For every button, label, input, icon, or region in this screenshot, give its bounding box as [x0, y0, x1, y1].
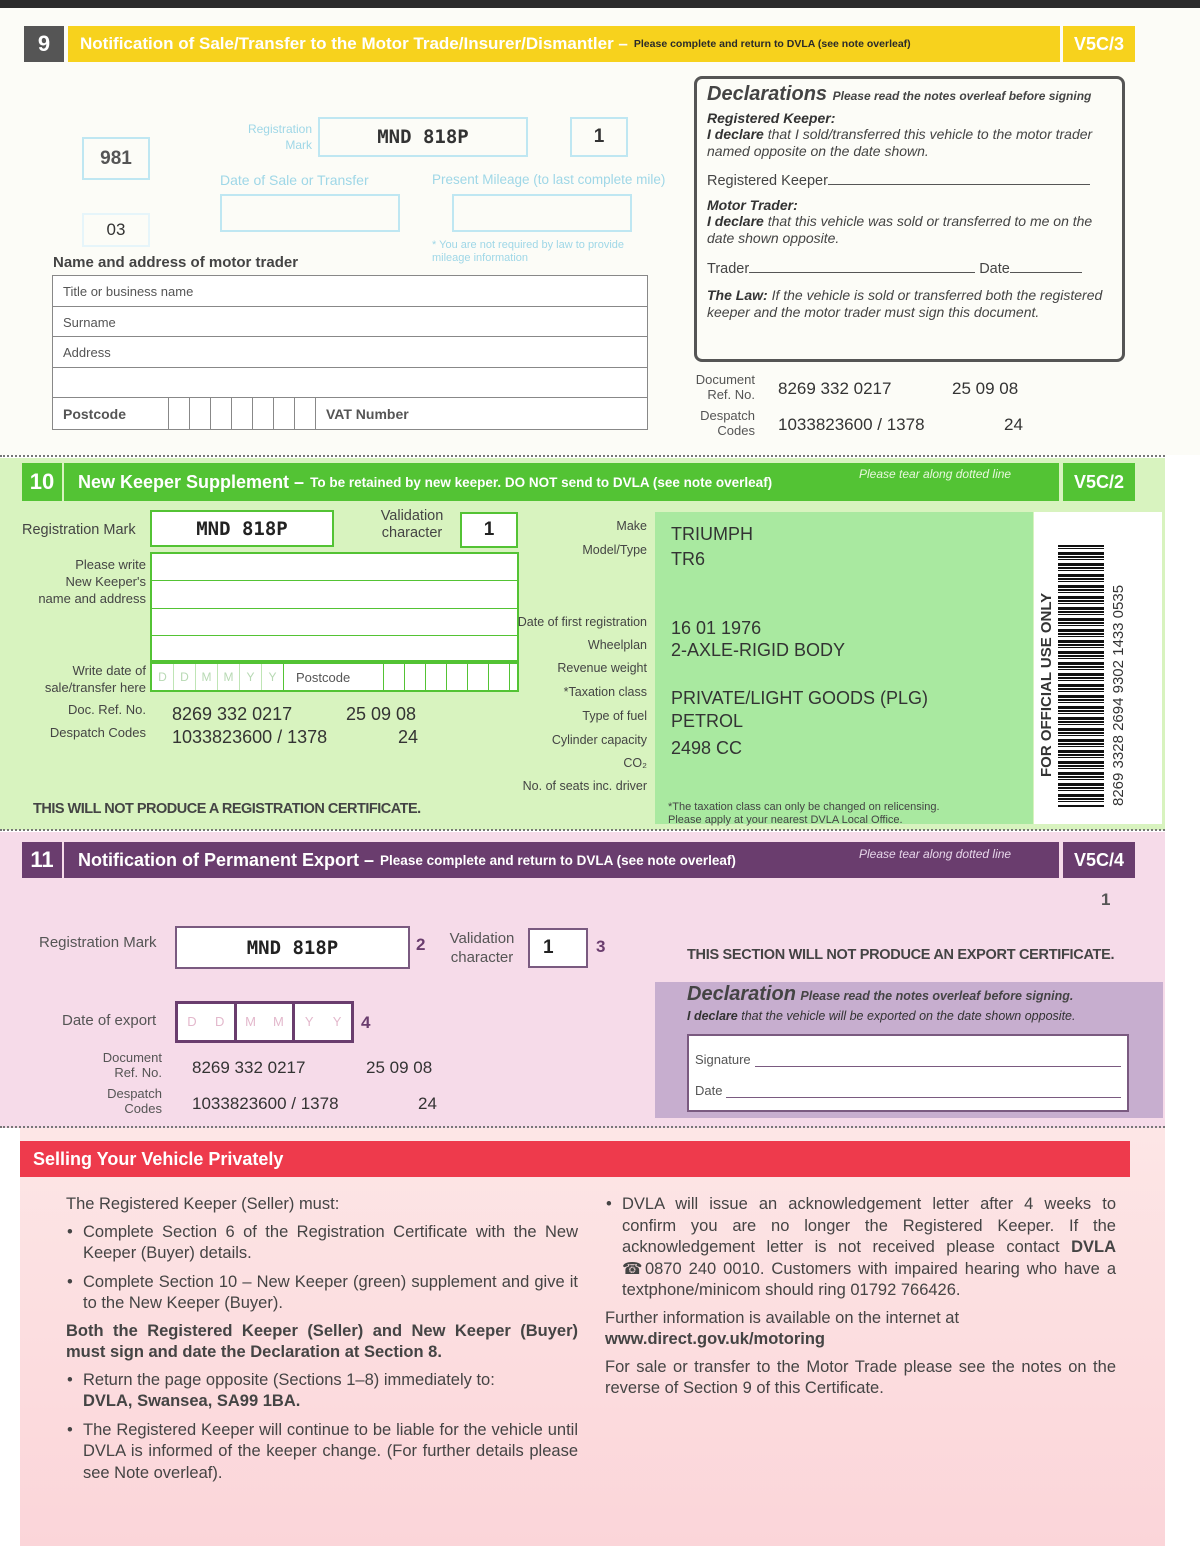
selling-right-column: [605, 1194, 1116, 1406]
trader-address-line-2[interactable]: [53, 368, 647, 399]
validation-label-line2: character: [381, 525, 443, 541]
s11-step-4: 4: [361, 1013, 371, 1032]
export-signature-label: Signature: [695, 1052, 751, 1067]
export-declaration-heading: [687, 983, 1073, 1006]
dvla-contact: DVLA: [1071, 1238, 1116, 1256]
s11-step-3: 3: [596, 937, 606, 956]
selling-bullet-2: • Complete Section 10 – New Keeper (green) supplement and give it to the New Keeper (Buyer).: [66, 1272, 578, 1315]
s11-despatch-num: 24: [418, 1094, 437, 1113]
write-label-line2: New Keeper's: [65, 574, 146, 589]
selling-right-bullet: [605, 1194, 1116, 1302]
new-keeper-line-1[interactable]: [152, 554, 517, 581]
s10-write-label: [22, 556, 146, 607]
date-ghost-digit: M: [264, 1004, 295, 1040]
vehicle-make: TRIUMPH: [671, 524, 753, 544]
selling-intro: The Registered Keeper (Seller) must:: [66, 1195, 340, 1213]
rk-heading: Registered Keeper:: [707, 110, 836, 126]
dvla-address: DVLA, Swansea, SA99 1BA.: [83, 1392, 301, 1410]
s9-despatch-label: [683, 408, 755, 438]
export-declaration-title: Declaration: [687, 983, 796, 1005]
label-tax-class: *Taxation class: [563, 685, 647, 699]
new-keeper-line-4[interactable]: [152, 636, 517, 660]
export-declare: I declare: [687, 1009, 738, 1023]
date-ghost-digit: Y: [240, 664, 262, 690]
despatch-label-line1: Despatch: [107, 1086, 162, 1101]
s10-despatch-codes: 1033823600 / 1378: [172, 727, 328, 747]
despatch-label-line2: Codes: [124, 1101, 162, 1116]
trader-date-label: Date: [979, 261, 1010, 277]
top-edge: [0, 0, 1200, 8]
docref-label-line1: Document: [102, 1050, 162, 1065]
selling-bullet-4: • The Registered Keeper will continue to be liable for the vehicle until DVLA is informed of the keeper change. (For further details please see Note overleaf).: [66, 1420, 578, 1485]
faint-mileage-label: Present Mileage (to last complete mile): [432, 172, 666, 187]
date-ghost-digit: D: [152, 664, 174, 690]
selling-bullet-3-text: Return the page opposite (Sections 1–8) immediately to:: [83, 1370, 495, 1389]
date-label-line1: Write date of: [72, 663, 146, 678]
ack-letter-text: DVLA will issue an acknowledgement letter after 4 weeks to confirm you are no longer the Registered Keeper. If the acknowledgement letter is not received please contact: [622, 1195, 1116, 1256]
label-first-reg: Date of first registration: [517, 615, 647, 629]
s10-validation-character: 1: [460, 512, 518, 548]
barcode-number: 8269 3328 2694 9302 1433 0535: [1110, 584, 1127, 806]
label-model: Model/Type: [582, 543, 647, 557]
code-box-03: 03: [82, 213, 150, 247]
taxation-footnote: [668, 801, 940, 827]
rk-text: that I sold/transferred this vehicle to the motor trader named opposite on the date shown.: [707, 126, 1093, 159]
s10-postcode-label: Postcode: [284, 664, 384, 690]
phone-text: ☎0870 240 0010. Customers with impaired hearing who have a textphone/minicom should ring 01792 766426.: [622, 1259, 1116, 1299]
label-seats: No. of seats inc. driver: [522, 779, 647, 793]
date-ghost-digit: D: [174, 664, 196, 690]
s9-registration-mark[interactable]: MND 818P: [318, 117, 528, 157]
s11-doc-ref: 8269 332 0217: [192, 1058, 306, 1077]
s9-doc-ref: 8269 332 0217: [778, 379, 892, 398]
date-ghost-digit: D: [206, 1004, 237, 1040]
docref-label-line2: Ref. No.: [707, 387, 755, 402]
declarations-note: Please read the notes overleaf before signing: [832, 89, 1092, 103]
trader-address-table: [52, 275, 648, 430]
code-box-981: 981: [82, 137, 150, 180]
vehicle-details-panel: [655, 512, 1033, 824]
selling-bullet-3: [66, 1370, 578, 1413]
faint-date-label: Date of Sale or Transfer: [220, 172, 369, 188]
export-date-label: Date: [695, 1083, 723, 1098]
section-10-form-code: V5C/2: [1063, 463, 1135, 501]
s9-docref-label: [683, 372, 755, 402]
s10-registration-mark: MND 818P: [150, 510, 334, 547]
s11-validation-label: [440, 929, 524, 967]
export-date-row[interactable]: [695, 1083, 1121, 1098]
postcode-cell[interactable]: [294, 398, 315, 429]
s10-despatch-num: 24: [398, 727, 419, 747]
vehicle-first-reg: 16 01 1976: [671, 618, 762, 638]
export-declaration-text: [687, 1009, 1075, 1023]
section-11-subtitle: Please complete and return to DVLA (see note overleaf): [380, 852, 736, 868]
s10-docref-label: Doc. Ref. No.: [67, 702, 146, 717]
official-use-label: FOR OFFICIAL USE ONLY: [1038, 592, 1055, 777]
export-declaration-note: Please read the notes overleaf before signing.: [800, 989, 1074, 1003]
postcode-cell[interactable]: [168, 398, 189, 429]
s9-date-of-sale-field[interactable]: [220, 194, 400, 232]
trader-postcode-label: Postcode: [63, 406, 127, 422]
label-cylinder: Cylinder capacity: [551, 733, 647, 747]
s11-registration-mark: MND 818P: [175, 926, 410, 969]
further-info-text: Further information is available on the internet at: [605, 1308, 960, 1327]
vehicle-cylinder: 2498 CC: [671, 738, 743, 758]
no-export-cert-note: THIS SECTION WILL NOT PRODUCE AN EXPORT CERTIFICATE.: [687, 947, 1115, 963]
selling-bullet-1: • Complete Section 6 of the Registration Certificate with the New Keeper (Buyer) details.: [66, 1222, 578, 1265]
new-keeper-address-box: [150, 552, 519, 662]
write-label-line1: Please write: [75, 557, 146, 572]
label-wheelplan: Wheelplan: [587, 638, 647, 652]
despatch-label-line2: Codes: [717, 423, 755, 438]
label-fuel: Type of fuel: [582, 709, 647, 723]
export-date-line[interactable]: [726, 1097, 1121, 1098]
faint-registration-label: Registration Mark: [247, 122, 312, 152]
section-11-title: Notification of Permanent Export –: [78, 849, 375, 870]
write-label-line3: name and address: [38, 591, 146, 606]
s11-despatch-codes: 1033823600 / 1378: [192, 1094, 339, 1113]
trader-date-line[interactable]: [1010, 272, 1082, 273]
s10-validation-label: [372, 508, 452, 542]
selling-bold-para: Both the Registered Keeper (Seller) and New Keeper (Buyer) must sign and date the Declaration at Section 8.: [66, 1321, 578, 1361]
s10-date-label: [22, 662, 146, 696]
s11-docref-label: [90, 1050, 162, 1080]
s9-mileage-field[interactable]: [452, 194, 632, 232]
section-9-number: 9: [24, 26, 64, 62]
date-ghost-digit: M: [218, 664, 240, 690]
s11-tear-note: Please tear along dotted line: [859, 847, 1012, 861]
s11-date-of-export-field[interactable]: [175, 1001, 354, 1043]
law-heading: The Law:: [707, 287, 768, 303]
postcode-cell[interactable]: [210, 398, 231, 429]
footnote-line1: *The taxation class can only be changed on relicensing.: [668, 801, 940, 813]
date-ghost-digit: Y: [304, 1014, 314, 1029]
tear-line: [0, 829, 1165, 831]
trader-business-name-field[interactable]: Title or business name: [53, 276, 647, 307]
docref-label-line2: Ref. No.: [114, 1065, 162, 1080]
date-ghost-digit: Y: [268, 670, 277, 684]
section-9-form-code: V5C/3: [1063, 26, 1135, 62]
vehicle-model: TR6: [671, 549, 706, 569]
postcode-cell[interactable]: [273, 398, 294, 429]
selling-title: Selling Your Vehicle Privately: [20, 1141, 1130, 1177]
s10-date-postcode-row: [150, 662, 519, 692]
validation-label-line1: Validation: [380, 508, 444, 524]
new-keeper-line-3[interactable]: [152, 609, 517, 636]
s9-validation-character[interactable]: 1: [570, 117, 628, 157]
s10-despatch-label: Despatch Codes: [49, 725, 146, 740]
s10-date-field[interactable]: [152, 664, 284, 690]
s9-despatch-codes: 1033823600 / 1378: [778, 415, 925, 434]
validation-label-line1: Validation: [449, 930, 515, 947]
declarations-title: Declarations: [707, 83, 828, 105]
mt-text: that this vehicle was sold or transferred to me on the date shown opposite.: [707, 213, 1093, 246]
s10-tear-note: Please tear along dotted line: [859, 467, 1012, 481]
trader-sign-label: Trader: [707, 261, 750, 277]
declarations-box: [694, 76, 1125, 362]
section-10-subtitle: To be retained by new keeper. DO NOT send to DVLA (see note overleaf): [310, 474, 773, 490]
faint-mileage-note: * You are not required by law to provide mileage information: [432, 239, 625, 264]
further-info: [605, 1308, 1116, 1351]
s10-reg-label: Registration Mark: [22, 522, 136, 538]
s11-reg-label: Registration Mark: [39, 934, 157, 951]
rk-signature-line[interactable]: [828, 184, 1090, 185]
export-signature-line[interactable]: [755, 1066, 1121, 1067]
law-text: If the vehicle is sold or transferred both the registered keeper and the motor trader must sign this document.: [707, 287, 1103, 320]
section-9-subtitle: Please complete and return to DVLA (see note overleaf): [633, 38, 911, 50]
barcode: [1058, 545, 1104, 807]
section-11-form-code: V5C/4: [1063, 842, 1135, 878]
trader-address-field[interactable]: Address: [53, 337, 647, 368]
rk-sign-label: Registered Keeper: [707, 173, 828, 189]
s11-despatch-label: [90, 1086, 162, 1116]
docref-label-line1: Document: [695, 372, 755, 387]
export-signature-box: [687, 1034, 1129, 1112]
section-11-number: 11: [22, 842, 62, 878]
export-declare-body: that the vehicle will be exported on the date shown opposite.: [741, 1009, 1076, 1023]
tear-line: [0, 455, 1165, 457]
label-make: Make: [616, 519, 647, 533]
trader-heading: Name and address of motor trader: [53, 254, 299, 271]
mt-declare: I declare: [707, 213, 764, 229]
selling-left-column: [66, 1194, 578, 1490]
export-signature-row[interactable]: [695, 1052, 1121, 1067]
s10-doc-ref: 8269 332 0217: [172, 704, 293, 724]
date-ghost-digit: D: [187, 1014, 197, 1029]
postcode-cell[interactable]: [189, 398, 210, 429]
vat-number-field[interactable]: VAT Number: [315, 398, 647, 429]
s11-doc-date: 25 09 08: [366, 1058, 433, 1077]
label-revenue-weight: Revenue weight: [557, 661, 647, 675]
despatch-label-line1: Despatch: [700, 408, 755, 423]
vehicle-wheelplan: 2-AXLE-RIGID BODY: [671, 640, 846, 660]
s10-doc-date: 25 09 08: [346, 704, 417, 724]
footnote-line2: Please apply at your nearest DVLA Local Office.: [668, 814, 903, 826]
s9-doc-date: 25 09 08: [952, 379, 1019, 398]
no-registration-cert-note: THIS WILL NOT PRODUCE A REGISTRATION CERTIFICATE.: [33, 801, 421, 817]
section-9-title: Notification of Sale/Transfer to the Motor Trade/Insurer/Dismantler –: [80, 34, 628, 53]
section-9-title-bar: [68, 26, 1060, 62]
date-ghost-digit: M: [196, 664, 218, 690]
motoring-url[interactable]: www.direct.gov.uk/motoring: [605, 1330, 826, 1348]
vehicle-fuel: PETROL: [671, 711, 744, 731]
s11-step-2: 2: [416, 935, 426, 954]
postcode-cell[interactable]: [231, 398, 252, 429]
section-10-title: New Keeper Supplement –: [78, 471, 305, 492]
new-keeper-line-2[interactable]: [152, 581, 517, 609]
date-ghost-digit: M: [245, 1014, 256, 1029]
s11-page-number: 1: [1101, 890, 1111, 909]
s11-validation-character: 1: [528, 928, 588, 968]
date-label-line2: sale/transfer here: [44, 680, 146, 695]
motor-trade-note: For sale or transfer to the Motor Trade please see the notes on the reverse of Section 9 of this Certificate.: [605, 1357, 1116, 1397]
s9-despatch-num: 24: [1004, 415, 1023, 434]
label-co2: CO₂: [623, 756, 647, 770]
rk-declare: I declare: [707, 126, 764, 142]
trader-postcode-row: [53, 398, 647, 429]
trader-signature-line[interactable]: [749, 272, 975, 273]
validation-label-line2: character: [450, 949, 514, 966]
section-10-number: 10: [22, 463, 62, 501]
mt-heading: Motor Trader:: [707, 197, 798, 213]
date-ghost-digit: Y: [332, 1014, 342, 1029]
s11-date-label: Date of export: [62, 1012, 157, 1029]
vehicle-tax-class: PRIVATE/LIGHT GOODS (PLG): [671, 688, 929, 708]
postcode-cell[interactable]: [252, 398, 273, 429]
trader-surname-field[interactable]: Surname: [53, 307, 647, 338]
